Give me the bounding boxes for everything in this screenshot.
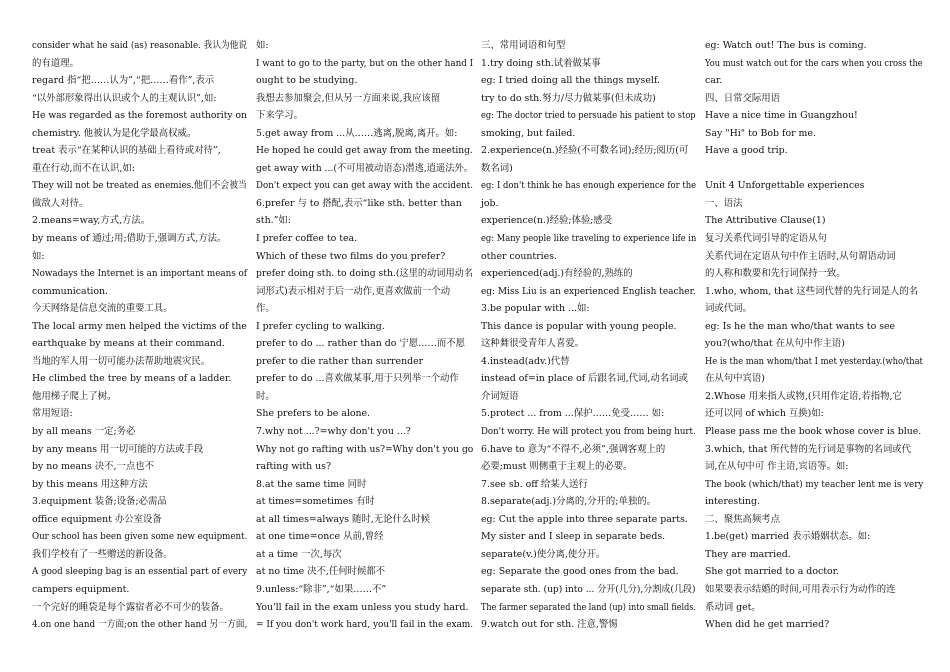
text-line: 的有道理。 xyxy=(32,57,79,69)
text-line: experience(n.)经验;体验;感受 xyxy=(481,215,613,227)
text-line: 还可以同 of which 互换)如: xyxy=(705,408,824,420)
text-line: eg: The doctor tried to persuade his patient to stop xyxy=(481,110,696,122)
text-line: The local army men helped the victims of the xyxy=(32,320,247,332)
text-line: by all means 一定;务必 xyxy=(32,426,136,438)
text-line: A good sleeping bag is an essential part of every xyxy=(32,566,248,578)
text-line: 1.try doing sth.试着做某事 xyxy=(481,57,601,69)
text-line: 2.Whose 用来指人或物,(只用作定语,若指物,它 xyxy=(705,390,902,402)
text-line: She got married to a doctor. xyxy=(705,566,840,578)
text-line: 2.experience(n.)经验(不可数名词);经历;阅历(可 xyxy=(481,145,689,157)
text-line: earthquake by means at their command. xyxy=(32,338,225,350)
text-line: by any means 用一切可能的方法或手段 xyxy=(32,443,204,455)
text-line: 当地的军人用一切可能办法帮助地震灾民。 xyxy=(32,355,211,367)
text-line: 4.on one hand 一方面;on the other hand 另一方面, xyxy=(32,619,248,631)
text-line: Our school has been given some new equipment. xyxy=(32,531,248,543)
text-line: by no means 决不,一点也不 xyxy=(32,461,155,473)
text-line: job. xyxy=(481,197,499,209)
text-line: regard 指“把……认为”,“把……看作”,表示 xyxy=(32,75,215,87)
text-line: Unit 4 Unforgettable experiences xyxy=(705,180,865,192)
text-line: 介词短语 xyxy=(481,390,519,402)
text-line: 8.separate(adj.)分离的,分开的;单独的。 xyxy=(481,496,656,508)
text-line: 我想去参加聚会,但从另一方面来说,我应该留 xyxy=(256,92,441,104)
text-line: at a time 一次,每次 xyxy=(256,548,342,560)
text-line: When did he get married? xyxy=(705,619,830,631)
text-line: 下来学习。 xyxy=(256,110,303,122)
text-line: I prefer coffee to tea. xyxy=(256,233,358,245)
text-line: prefer doing sth. to doing sth.(这里的动词用动名 xyxy=(256,268,474,280)
text-line: 如: xyxy=(32,250,45,262)
text-line: eg: Many people like traveling to experience life in xyxy=(481,233,697,245)
text-line: 数名词) xyxy=(481,162,513,174)
text-line: eg: I tried doing all the things myself. xyxy=(481,75,661,87)
text-line: He hoped he could get away from the meeting. xyxy=(256,145,473,157)
text-line: chemistry. 他被认为是化学最高权威。 xyxy=(32,127,197,139)
text-line: smoking, but failed. xyxy=(481,127,576,139)
text-line: car. xyxy=(705,75,723,87)
text-line: My sister and I sleep in separate beds. xyxy=(481,531,666,543)
text-line: 必要;must 则侧重于主观上的必要。 xyxy=(481,461,633,473)
text-line: 9.unless:“除非”,“如果……不” xyxy=(256,583,387,595)
text-line: eg: Watch out! The bus is coming. xyxy=(705,40,867,51)
text-line: prefer to die rather than surrender xyxy=(256,355,424,367)
text-line: at times=sometimes 有时 xyxy=(256,496,375,508)
text-line: 我们学校有了一些赠送的新设备。 xyxy=(32,548,173,560)
text-line: at no time 决不,任何时候都不 xyxy=(256,566,386,578)
text-line: 7.see sb. off 给某人送行 xyxy=(481,478,588,490)
text-line: 二、聚焦高频考点 xyxy=(705,513,781,525)
text-line: 如果要表示结婚的时间,可用表示行为动作的连 xyxy=(705,583,896,595)
text-line: Please pass me the book whose cover is blue. xyxy=(705,426,922,438)
text-line: you?(who/that 在从句中作主语) xyxy=(705,338,845,350)
text-line: try to do sth.努力/尽力做某事(但未成功) xyxy=(481,92,656,104)
text-column-4 xyxy=(705,37,923,634)
text-line: 重在行动,而不在认识,如: xyxy=(32,162,135,174)
text-line: 5.get away from ...从……逃离,脱离,离开。如: xyxy=(256,127,458,139)
text-line: The Attributive Clause(1) xyxy=(705,215,826,227)
text-line: instead of=in place of 后跟名词,代词,动名词或 xyxy=(481,373,688,385)
text-line: 3.which, that 所代替的先行词是事物的名词或代 xyxy=(705,443,912,455)
text-line: interesting. xyxy=(705,496,760,508)
text-line: prefer to do ... rather than do 宁愿……而不愿 xyxy=(256,338,465,350)
text-line: separate sth. (up) into ... 分开(几分),分割成(几段) xyxy=(481,583,696,595)
text-line: 一、语法 xyxy=(705,197,743,209)
text-line: rafting with us? xyxy=(256,461,332,473)
text-line: 3.be popular with ...如: xyxy=(481,303,590,315)
text-line xyxy=(705,160,923,178)
text-line: 今天网络是信息交流的重要工具。 xyxy=(32,303,173,315)
text-line: The farmer separated the land (up) into small fields. xyxy=(481,601,697,613)
text-line: eg: Miss Liu is an experienced English teacher. xyxy=(481,285,696,297)
text-line: 关系代词在定语从句中作主语时,从句谓语动词 xyxy=(705,250,896,262)
text-column-1 xyxy=(32,37,247,634)
text-line: other countries. xyxy=(481,250,558,262)
text-line: at one time=once 从前,曾经 xyxy=(256,531,384,543)
text-line: 作。 xyxy=(256,303,275,315)
text-column-3 xyxy=(481,37,696,634)
text-line: by means of 通过;用;借助于,强调方式,方法。 xyxy=(32,233,227,245)
text-line: Don't worry. He will protect you from being hurt. xyxy=(481,426,696,438)
text-line: 词形式)表示相对于后一动作,更喜欢做前一个动 xyxy=(256,285,451,297)
text-line: 做敌人对待。 xyxy=(32,197,89,209)
text-line: at all times=always 随时,无论什么时候 xyxy=(256,513,431,525)
text-line: 他用梯子爬上了树。 xyxy=(32,390,117,402)
text-line: 8.at the same time 同时 xyxy=(256,478,367,490)
text-line: He is the man whom/that I met yesterday.(who/that xyxy=(705,355,923,367)
text-line: get away with ...(不可用被动语态)潜逃,逍遥法外。 xyxy=(256,162,473,174)
text-line: This dance is popular with young people. xyxy=(481,320,677,332)
text-line: separate(v.)使分离,使分开。 xyxy=(481,548,606,560)
text-line: 在从句中宾语) xyxy=(705,373,765,385)
text-line: Have a nice time in Guangzhou! xyxy=(705,110,858,122)
text-line: 2.means=way,方式,方法。 xyxy=(32,215,151,227)
text-line: communication. xyxy=(32,285,109,297)
text-line: He climbed the tree by means of a ladder. xyxy=(32,373,232,385)
text-line: 4.instead(adv.)代替 xyxy=(481,355,570,367)
text-line: eg: Is he the man who/that wants to see xyxy=(705,320,896,332)
text-line: 系动词 get。 xyxy=(705,601,761,613)
text-line: treat 表示“在某种认识的基础上看待或对待”, xyxy=(32,145,221,157)
text-line: 词,在从句中可 作主语,宾语等。如: xyxy=(705,461,849,473)
text-line: 词或代词。 xyxy=(705,303,752,315)
text-line: eg: Cut the apple into three separate parts. xyxy=(481,513,688,525)
text-line: You'll fail in the exam unless you study hard. xyxy=(256,601,469,613)
text-line: office equipment 办公室设备 xyxy=(32,513,162,525)
text-line: ought to be studying. xyxy=(256,75,358,87)
text-line: 的人称和数要和先行词保持一致。 xyxy=(705,268,846,280)
text-line: She prefers to be alone. xyxy=(256,408,371,420)
text-line: 9.watch out for sth. 注意,警惕 xyxy=(481,619,618,631)
text-line: 7.why not ...?=why don't you ...? xyxy=(256,426,411,438)
text-line: 1.who, whom, that 这些词代替的先行词是人的名 xyxy=(705,285,919,297)
text-line: Say "Hi" to Bob for me. xyxy=(705,127,816,139)
text-line: 三、常用词语和句型 xyxy=(481,40,566,51)
text-line: “以外部形象得出认识或个人的主观认识”,如: xyxy=(32,92,217,104)
text-line: experienced(adj.)有经验的,熟练的 xyxy=(481,268,633,280)
text-line: campers equipment. xyxy=(32,583,130,595)
text-line: The book (which/that) my teacher lent me is very xyxy=(705,478,924,490)
text-line: I want to go to the party, but on the other hand I xyxy=(256,57,474,69)
text-line: They are married. xyxy=(705,548,791,560)
text-line: Don't expect you can get away with the accident. xyxy=(256,180,473,192)
text-line: 3.equipment 装备;设备;必需品 xyxy=(32,496,167,508)
text-line: eg: I don't think he has enough experience for the xyxy=(481,180,697,192)
text-line: Why not go rafting with us?=Why don't you go xyxy=(256,443,474,455)
text-line: 一个完好的睡袋是每个露宿者必不可少的装备。 xyxy=(32,601,229,613)
text-line: I prefer cycling to walking. xyxy=(256,320,385,332)
text-line: 常用短语: xyxy=(32,408,73,420)
text-line: You must watch out for the cars when you cross the xyxy=(705,57,923,69)
text-line: 四、日常交际用语 xyxy=(705,92,781,104)
text-line: 如: xyxy=(256,40,269,51)
text-line: prefer to do ...喜欢做某事,用于只列举一个动作 xyxy=(256,373,459,385)
text-column-2 xyxy=(256,37,473,634)
text-line: Nowadays the Internet is an important means of xyxy=(32,268,247,280)
text-line: 时。 xyxy=(256,390,275,402)
text-line: 复习关系代词引导的定语从句 xyxy=(705,233,827,245)
text-line: He was regarded as the foremost authority on xyxy=(32,110,247,122)
text-line: Which of these two films do you prefer? xyxy=(256,250,446,262)
text-line: eg: Separate the good ones from the bad. xyxy=(481,566,679,578)
text-line: by this means 用这种方法 xyxy=(32,478,148,490)
text-line: sth.”如: xyxy=(256,215,291,227)
text-line: = If you don't work hard, you'll fail in the exam. xyxy=(256,619,474,631)
text-line: consider what he said (as) reasonable. 我认为他说 xyxy=(32,40,247,51)
text-line: 6.have to 意为“不得不,必须”,强调客观上的 xyxy=(481,443,666,455)
text-line: 1.be(get) married 表示婚姻状态。如: xyxy=(705,531,871,543)
text-line: 6.prefer 与 to 搭配,表示“like sth. better than xyxy=(256,197,462,209)
text-line: 这种舞很受青年人喜爱。 xyxy=(481,338,585,350)
text-line: Have a good trip. xyxy=(705,145,788,157)
text-line: They will not be treated as enemies.他们不会被当 xyxy=(32,180,247,192)
text-line: 5.protect ... from ...保护……免受…… 如: xyxy=(481,408,665,420)
